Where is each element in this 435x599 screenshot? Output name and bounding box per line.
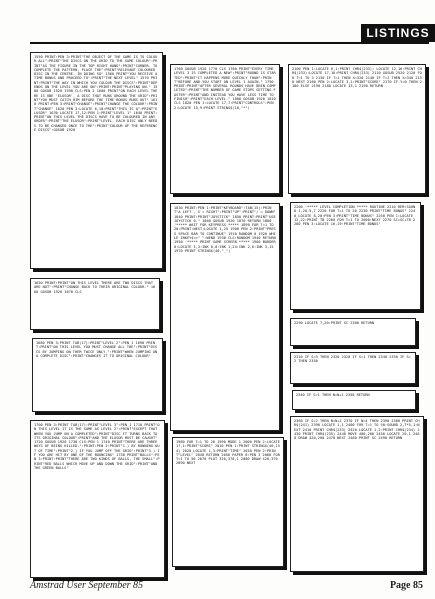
listing-box [290, 416, 424, 572]
listing-box [30, 52, 163, 269]
footer-publication: Amstrad User September 85 [30, 580, 144, 591]
listing-box [170, 64, 280, 194]
section-tab: LISTINGS [361, 24, 435, 42]
listing-text: 2200 '***** LEVEL COMPLETION ***** ROUTINE 2210 REM:SOUND 1,20,5,7 2220 FOR T=1 TO 20 2230 PRINT"TIME BONUS" 2240 LOCATE 8,20:PEN 3:PRINT"TIME BONUS" 2250 PEN 1:LOCATE 12,22:PRINT TB 2260 FOR T=1 TO 2000:NEXT 2270 SC=SC+TB 2280 PEN 3:LOCATE 16,19:PRINT"TIME BONUS" [294, 205, 416, 227]
listing-text: 2100 PEN 1:LOCATE 6,1:PRINT CHR$(233): LOCATE 12,16:PRINT CHR$(233):LOCATE 17,16:PRINT CHR$(233) 2110 GOSUB 2520 2120 FOR T=1 TO 3 2130 IF T=1 THEN X=320 2140 IF T=2 THEN X=340 2150 NEXT 2160 PEN 2:LOCATE 3,1:PRINT"SCORE" 2170 IF Y=0 THEN 2180 ELSE 2190 2180 LOCATE 13,1 2190 RETURN [292, 67, 422, 89]
listing-box [292, 390, 416, 410]
listing-text: 1980 FOR T=1 TO 20 1990 MODE 1 2000 PEN 2:LOCATE 17,1:PRINT"SCORE" 2010 PEN 1:PRINT STRING$(40,154) 2020 LOCATE 1,3:PRINT"TIME" 2030 PEN 2:PRINT"LEVEL" 2040 RETURN 2050 PAPER 0:PEN 3 2060 FOR T=1 TO 50 2070 PLOT 320,370,1 2080 DRAW 420,370 2090 NEXT [176, 440, 283, 466]
header-rule [30, 42, 429, 44]
listing-text: 1680 PEN 3:PRINT TAB(17):PRINT"LEVEL 2":PEN 1 1690 PRINT:PRINT"ON THIS LEVEL YOU MUST CHANGE ALL THE":PRINT"DISCS BY JUMPING ON THEM TWICE ONLY.":PRINT"WHEN JUMPING ON A COMPLETE DISC":PRINT"CHANGES IT TO ORIGINAL COLOUR" [36, 341, 160, 358]
listing-box [172, 437, 284, 567]
page-number: Page 85 [389, 580, 423, 591]
listing-text: 2340 IF S=1 THEN N=N+1 2350 RETURN [296, 393, 370, 397]
listing-text: 1650 PRINT:PRINT"ON THIS LEVEL THERE ARE TWO DISCS THAT ARE NOT":PRINT"CHANGE BACK TO THEIR ORIGINAL COLOUR." 1660 GOSUB 1920 1670 CLS [34, 281, 156, 294]
listing-box [290, 318, 416, 346]
listing-text: 1550 PRINT:PEN 3:PRINT"THE OBJECT OF THE GAME IS TO COLOUR ALL":PRINT"THE DISCS ON THE GRID TO THE SAME COLOUR":PRINT"AS THE FIGURE IN THE TOP RIGHT HAND":PRINT"CORNER. TO COMPLETE THE PATTERN, PLACE THE":PRINT"RELEVANT COLOURED DISC IN THE CENTRE. IN DOING SO" 1560 PRINT"YOU RECEIVE A TIME BONUS AND PROCEED TO":PRINT"THE NEXT LEVEL" 1570 PRINT:PRINT"THE WAY IN WHICH YOU COLOUR THE DISCS":PRINT"DEPENDS ON THE LEVEL YOU ARE ON":PRINT:PRINT"PLAYING ON." 1580 GOSUB 1920 1590 CLS:PEN 2 1600 PRINT"ON EACH LEVEL THERE IS ONE 'ELUSOR', A DISC THAT RUNS AROUND THE GRID":PRINT"YOU MUST CATCH HIM BEFORE THE TIME BONUS RUNS OUT" 1610 PRINT:PEN 3:PRINT"CHANGE":PRINT"CHANGE THE COLOUR":PRINT"CHANGE" 1620 PEN 3:LOCATE 6,18:PRINT"THIS IS A":PRINT"ELUSOR" 1630 LOCATE 17,12:PEN 1:PRINT"LEVEL 1" 1640 PRINT:PRINT"ON THIS LEVEL THE DISCS HAVE TO BE COLOURED IN ANY ORDER":PRINT"THE ELUSOR":PRINT"LEVEL. EACH DISC ONLY NEEDS TO BE CHANGED ONCE TO THE":PRINT"COLOUR OF THE REFERENCE DISCS":GOSUB 1920 [34, 55, 160, 133]
listing-box [30, 278, 160, 330]
listing-box [290, 352, 416, 384]
listing-text: 1700 PEN 3:PRINT TAB(17):PRINT"LEVEL 3":PEN 1 1710 PRINT"ON THIS LEVEL IT IS THE SAME AS LEVEL 2":PRINT"EXCEPT THAT WHEN YOU JUMP ON A COMPLETED":PRINT"DISC IT TURNS BACK TO ITS ORIGINAL COLOUR":PRINT"AND THE ELUSOR MUST BE CAUGHT" 1720 GOSUB 1920 1730 CLS:PEN 1 1740 PRINT"THERE ARE THREE WAYS OF BEING KILLED.":PRINT:PEN 2:PRINT"1.) BY RUNNING OUT OF TIME":PRINT"2.) IF YOU JUMP OFF THE GRID":PRINT"3.) IF YOU ARE HIT BY ONE OF THE BOUNCING" 1750 PRINT"BALLS":PEN 3:PRINT:PRINT"THERE ARE TWO KINDS OF BALLS, THE SMALL":PRINT"RED BALLS WHICH MOVE UP AND DOWN THE GRID":PRINT"AND THE GREEN BALLS" [34, 423, 160, 470]
listing-box [30, 420, 165, 578]
listing-text: 1830 PRINT:PEN 1:PRINT"KEYBOARD":TAB(15):PRINT"A LEFT , S = RIGHT":PRINT"UP":PRINT"/ = DOWN" 1840 PRINT:PRINT"JOYSTICK" 1850 PRINT:PRINT"USE JOYSTICK 0." 1860 GOSUB 1920 1870 RETURN 1880 '***** WAIT FOR KEYPRESS ***** 1890 FOR T=1 TO 20:PRINT:NEXT:LOCATE 1,25 1900 PEN 2:PRINT"PRESS SPACE BAR TO CONTINUE" 1910 RANDOM 0 1920 WHILE INKEY$<>" ":WEND 1930 CLS:RANDOM 1940 RETURN 1950 '***** PRINT GAME SCREEN ***** 1960 BORDER 0:LOCATE 1,3:INK 0,0:INK 1,24:INK 2,6:INK 3,15 1970 PRINT STRING$(40,"_") [174, 206, 278, 253]
listing-text: 1760 GOSUB 1920 1770 CLS 1780 PRINT"EVERY TIME LEVEL 3 IS COMPLETED A NEW":PRINT"ROUND IS STARTED":PRINT"IT HAPPENS MORE QUICKLY THAN":PRINT"BEFORE AND YOU START ON LEVEL 1 AGAIN." 1790 PRINT:PRINT"AFTER SEVERAL ROUNDS HAVE BEEN COMPLETED":PRINT"THE NUMBER OF GAME STOPS GETTING FASTER":PRINT"AND INSTEAD YOU HAVE LESS TIME TO FINISH":PRINT"EACH LEVEL." 1800 GOSUB 1920 1810 CLS 1820 PEN 1:LOCATE 17,7:PRINT"CONTROLS":PEN 2:LOCATE 15,9:PRINT STRING$(10,"*") [174, 67, 278, 110]
listing-box [288, 64, 426, 194]
listing-box [290, 202, 421, 310]
listing-text: 2360 IF S=2 THEN N=N+1 2370 IF N=4 THEN 2390 2380 PRINT CHR$(241) 2390 LOCATE 1,1 2400 FOR T=1 TO 50:SOUND 2,T*5,1:NEXT 2410 PRINT CHR$(233) 2420 LOCATE 1,2:PRINT CHR$(234) 2430 PRINT CHR$(235) 2440 MOVE 400,200 2450 LOCATE 20,1 2460 DRAW 420,200 2470 NEXT 2480 PRINT SC 2490 RETURN [294, 419, 420, 441]
listing-box [32, 338, 163, 412]
listing-box [170, 203, 280, 431]
listing-text: 2290 LOCATE 7,20:PRINT SC 2300 RETURN [294, 321, 375, 325]
listing-text: 2310 IF S=3 THEN 2320 2320 IF S=1 THEN 2340 2330 IF S=2 THEN 2350 [294, 355, 411, 364]
